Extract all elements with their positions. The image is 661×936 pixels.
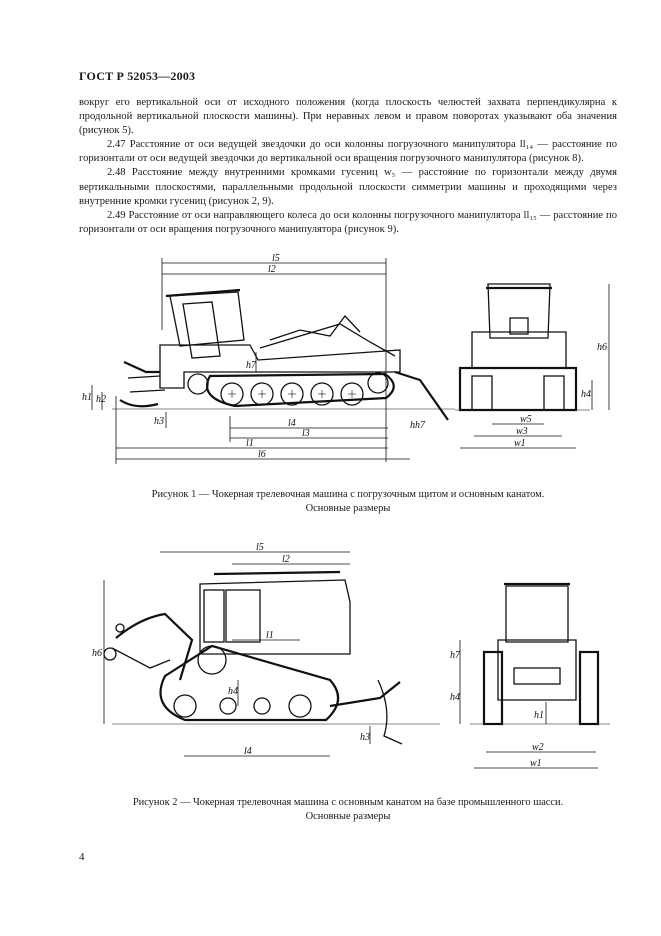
svg-text:l6: l6: [258, 449, 266, 460]
figure-2-front-view: [450, 584, 610, 769]
figure-1-caption: [79, 488, 617, 516]
figure-2-caption-line-2: Основные размеры: [305, 811, 391, 822]
figure-1-caption-line-1: Рисунок 1 — Чокерная трелевочная машина с погрузочным щитом и основным канатом.: [151, 489, 545, 500]
figure-1-front-view: [455, 284, 609, 449]
svg-text:l1: l1: [266, 630, 274, 641]
svg-text:h2: h2: [96, 394, 106, 405]
svg-text:h3: h3: [154, 416, 164, 427]
svg-text:l5: l5: [256, 542, 264, 553]
svg-text:h6: h6: [92, 648, 102, 659]
paragraph-2-48: 2.48 Расстояние между внутренними кромками гусениц w₅ — расстояние по горизонтали между двумя вертикальными плоскостями, параллельными продольной плоскости симметрии машины и проходящими через внутренние кромки гусениц (рисунок 2, 9).: [79, 167, 617, 207]
svg-text:hh7: hh7: [410, 420, 425, 431]
svg-text:h4: h4: [581, 389, 591, 400]
svg-text:h7: h7: [246, 360, 256, 371]
figure-2-caption-line-1: Рисунок 2 — Чокерная трелевочная машина с основным канатом на базе промышленного шасси.: [132, 797, 564, 808]
paragraph-2-47: 2.47 Расстояние от оси ведущей звездочки до оси колонны погрузочного манипулятора ll₁₄ — расстояние по горизонтали от оси ведущей звездочки до вертикальной оси вращения погрузочного манипулятора (рисунок 8).: [79, 139, 617, 165]
svg-text:w5: w5: [520, 414, 532, 425]
svg-text:l2: l2: [268, 264, 276, 275]
svg-text:l5: l5: [272, 253, 280, 264]
svg-text:l2: l2: [282, 554, 290, 565]
paragraph-2-49: 2.49 Расстояние от оси направляющего колеса до оси колонны погрузочного манипулятора ll₁₅ — расстояние по горизонтали от оси вращения погрузочного манипулятора (рисунок 9).: [79, 209, 617, 235]
figure-2-caption: [79, 796, 617, 824]
svg-text:h4: h4: [228, 686, 238, 697]
svg-text:w1: w1: [530, 758, 542, 769]
document-header: ГОСТ Р 52053—2003: [79, 69, 196, 83]
svg-text:w3: w3: [516, 426, 528, 437]
figure-1-side-view: [82, 253, 455, 464]
page-number: 4: [79, 851, 85, 863]
svg-text:w2: w2: [532, 742, 544, 753]
svg-text:h1: h1: [534, 710, 544, 721]
svg-text:l1: l1: [246, 438, 254, 449]
svg-text:h6: h6: [597, 342, 607, 353]
svg-text:h1: h1: [82, 392, 92, 403]
figure-2-drawing: [0, 530, 661, 790]
svg-text:h7: h7: [450, 650, 460, 661]
svg-text:h3: h3: [360, 732, 370, 743]
svg-text:w1: w1: [514, 438, 526, 449]
figure-2-side-view: [92, 542, 440, 757]
svg-text:h4: h4: [450, 692, 460, 703]
svg-text:l4: l4: [288, 418, 296, 429]
svg-text:l4: l4: [244, 746, 252, 757]
svg-text:l3: l3: [302, 428, 310, 439]
paragraph-continuation: вокруг его вертикальной оси от исходного положения (когда плоскость челюстей захвата перпендикулярна к продольной вертикальной плоскости машины). При неравных левом и правом поворотах указывают оба значения (рисунок 5).: [79, 97, 617, 137]
figure-1-caption-line-2: Основные размеры: [305, 503, 391, 514]
